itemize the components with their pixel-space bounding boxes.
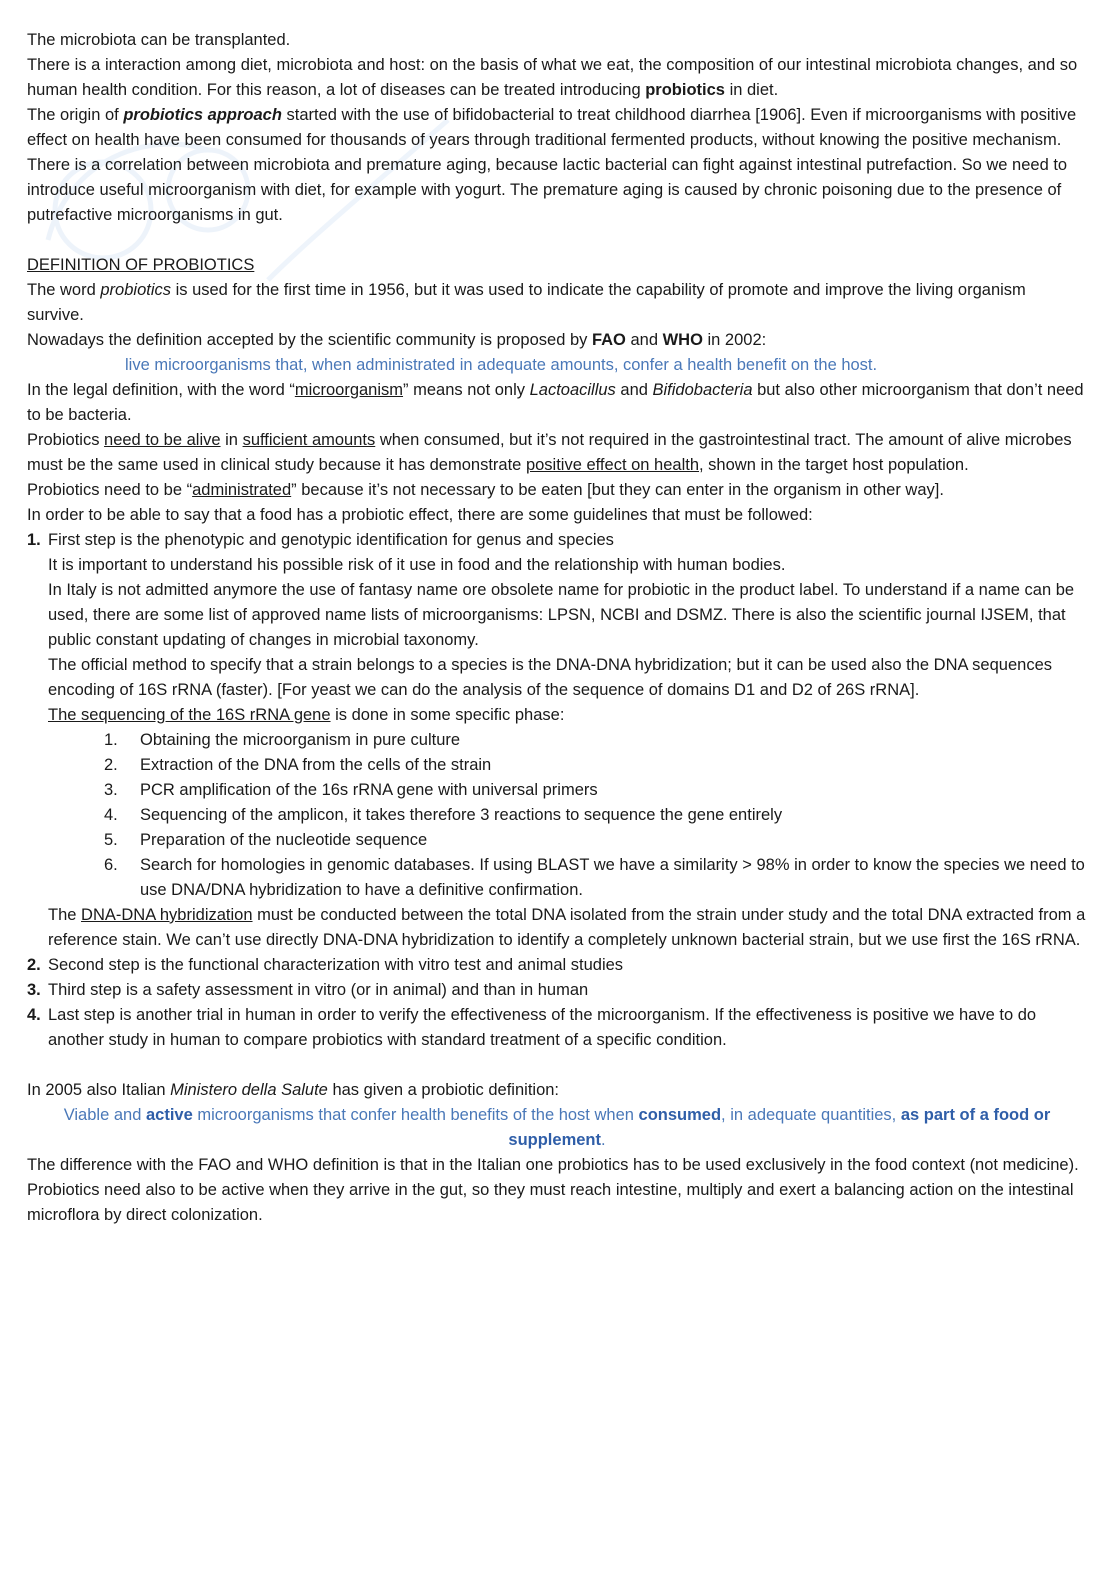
intro-paragraph-3: The origin of probiotics approach started with the use of bifidobacterial to treat childhood diarrhea [1906]. Even if microorganisms with positive effect on health have been consumed for thousands of years through traditional fermented products, without knowing the positive mechanism.	[27, 106, 1077, 149]
italian-quote: Viable and active microorganisms that confer health benefits of the host when consumed, in adequate quantities, as part of a food or supplement.	[63, 1106, 1051, 1149]
probiotics-approach-bold: probiotics approach	[123, 106, 282, 124]
list-item: 5. Preparation of the nucleotide sequence	[104, 831, 428, 849]
fao-who-quote: live microorganisms that, when administrated in adequate amounts, confer a health benefit on the host.	[125, 356, 878, 374]
probiotics-bold: probiotics	[645, 81, 725, 99]
definition-paragraph-4: Probiotics need to be alive in sufficient amounts when consumed, but it’s not required in the gastrointestinal tract. The amount of alive microbes must be the same used in clinical study because it has demonstrate positive effect on health, shown in the target host population.	[27, 431, 1072, 474]
definition-paragraph-2: Nowadays the definition accepted by the scientific community is proposed by FAO and WHO in 2002:	[27, 331, 767, 349]
list-item: 1. Obtaining the microorganism in pure culture	[104, 731, 461, 749]
definition-paragraph-1: The word probiotics is used for the first time in 1956, but it was used to indicate the capability of promote and improve the living organism survive.	[27, 281, 1026, 324]
guidelines-list	[27, 528, 1087, 1053]
section-heading: DEFINITION OF PROBIOTICS	[27, 256, 255, 274]
intro-paragraph-1: The microbiota can be transplanted.	[27, 31, 291, 49]
italian-paragraph-2: The difference with the FAO and WHO definition is that in the Italian one probiotics has to be used exclusively in the food context (not medicine). Probiotics need also to be active when they arrive in the gut, so they must reach intestine, multiply and exert a balancing action on the intestinal microflora by direct colonization.	[27, 1156, 1079, 1224]
definition-paragraph-5: Probiotics need to be “administrated” because it’s not necessary to be eaten [but they can enter in the organism in other way].	[27, 481, 944, 499]
document-page	[27, 28, 1087, 1228]
list-item: 1. First step is the phenotypic and genotypic identification for genus and species It is important to understand his possible risk of it use in food and the relationship with human bodies. In Italy is not admitted anymore the use of fantasy name ore obsolete name for probiotic in the product label. To understand if a name can be used, there are some list of approved name lists of microorganisms: LPSN, NCBI and DSMZ. There is also the scientific journal IJSEM, that public constant updating of changes in microbial taxonomy. The official method to specify that a strain belongs to a species is the DNA-DNA hybridization; but it can be used also the DNA sequences encoding of 16S rRNA (faster). [For yeast we can do the analysis of the sequence of domains D1 and D2 of 26S rRNA]. The sequencing of the 16S rRNA gene is done in some specific phase: 1. Obtaining the microorganism in pure culture 2. Extraction of the DNA from the cells of the strain 3. PCR amplification of the 16s rRNA gene with universal primers 4. Sequencing of the amplicon, it takes therefore 3 reactions to sequence the gene entirely 5. Preparation of the nucleotide sequence 6. Search for homologies in genomic databases. If using BLAST we have a similarity > 98% in order to know the species we need to use DNA/DNA hybridization to have a definitive confirmation. The DNA-DNA hybridization must be conducted between the total DNA isolated from the strain under study and the total DNA extracted from a reference stain. We can’t use directly DNA-DNA hybridization to identify a completely unknown bacterial strain, but we use first the 16S rRNA.	[27, 531, 1086, 949]
list-item: 2. Extraction of the DNA from the cells of the strain	[104, 756, 492, 774]
intro-paragraph-2: There is a interaction among diet, microbiota and host: on the basis of what we eat, the composition of our intestinal microbiota changes, and so human health condition. For this reason, a lot of diseases can be treated introducing probiotics in diet.	[27, 56, 1078, 99]
definition-paragraph-6: In order to be able to say that a food has a probiotic effect, there are some guidelines that must be followed:	[27, 506, 813, 524]
italian-paragraph-1: In 2005 also Italian Ministero della Salute has given a probiotic definition:	[27, 1081, 560, 1099]
list-item: 3. PCR amplification of the 16s rRNA gene with universal primers	[104, 781, 598, 799]
intro-paragraph-4: There is a correlation between microbiota and premature aging, because lactic bacterial can fight against intestinal putrefaction. So we need to introduce useful microorganism with diet, for example with yogurt. The premature aging is caused by chronic poisoning due to the presence of putrefactive microorganisms in gut.	[27, 156, 1068, 224]
list-item: 3. Third step is a safety assessment in vitro (or in animal) and than in human	[27, 981, 589, 999]
list-item: 2. Second step is the functional characterization with vitro test and animal studies	[27, 956, 624, 974]
list-item: 4. Sequencing of the amplicon, it takes therefore 3 reactions to sequence the gene entirely	[104, 806, 783, 824]
definition-paragraph-3: In the legal definition, with the word “microorganism” means not only Lactoacillus and Bifidobacteria but also other microorganism that don’t need to be bacteria.	[27, 381, 1084, 424]
list-item: 6. Search for homologies in genomic databases. If using BLAST we have a similarity > 98% in order to know the species we need to use DNA/DNA hybridization to have a definitive confirmation.	[104, 856, 1085, 899]
sequencing-phases-list	[48, 728, 1087, 903]
list-item: 4. Last step is another trial in human in order to verify the effectiveness of the microorganism. If the effectiveness is positive we have to do another study in human to compare probiotics with standard treatment of a specific condition.	[27, 1006, 1037, 1049]
